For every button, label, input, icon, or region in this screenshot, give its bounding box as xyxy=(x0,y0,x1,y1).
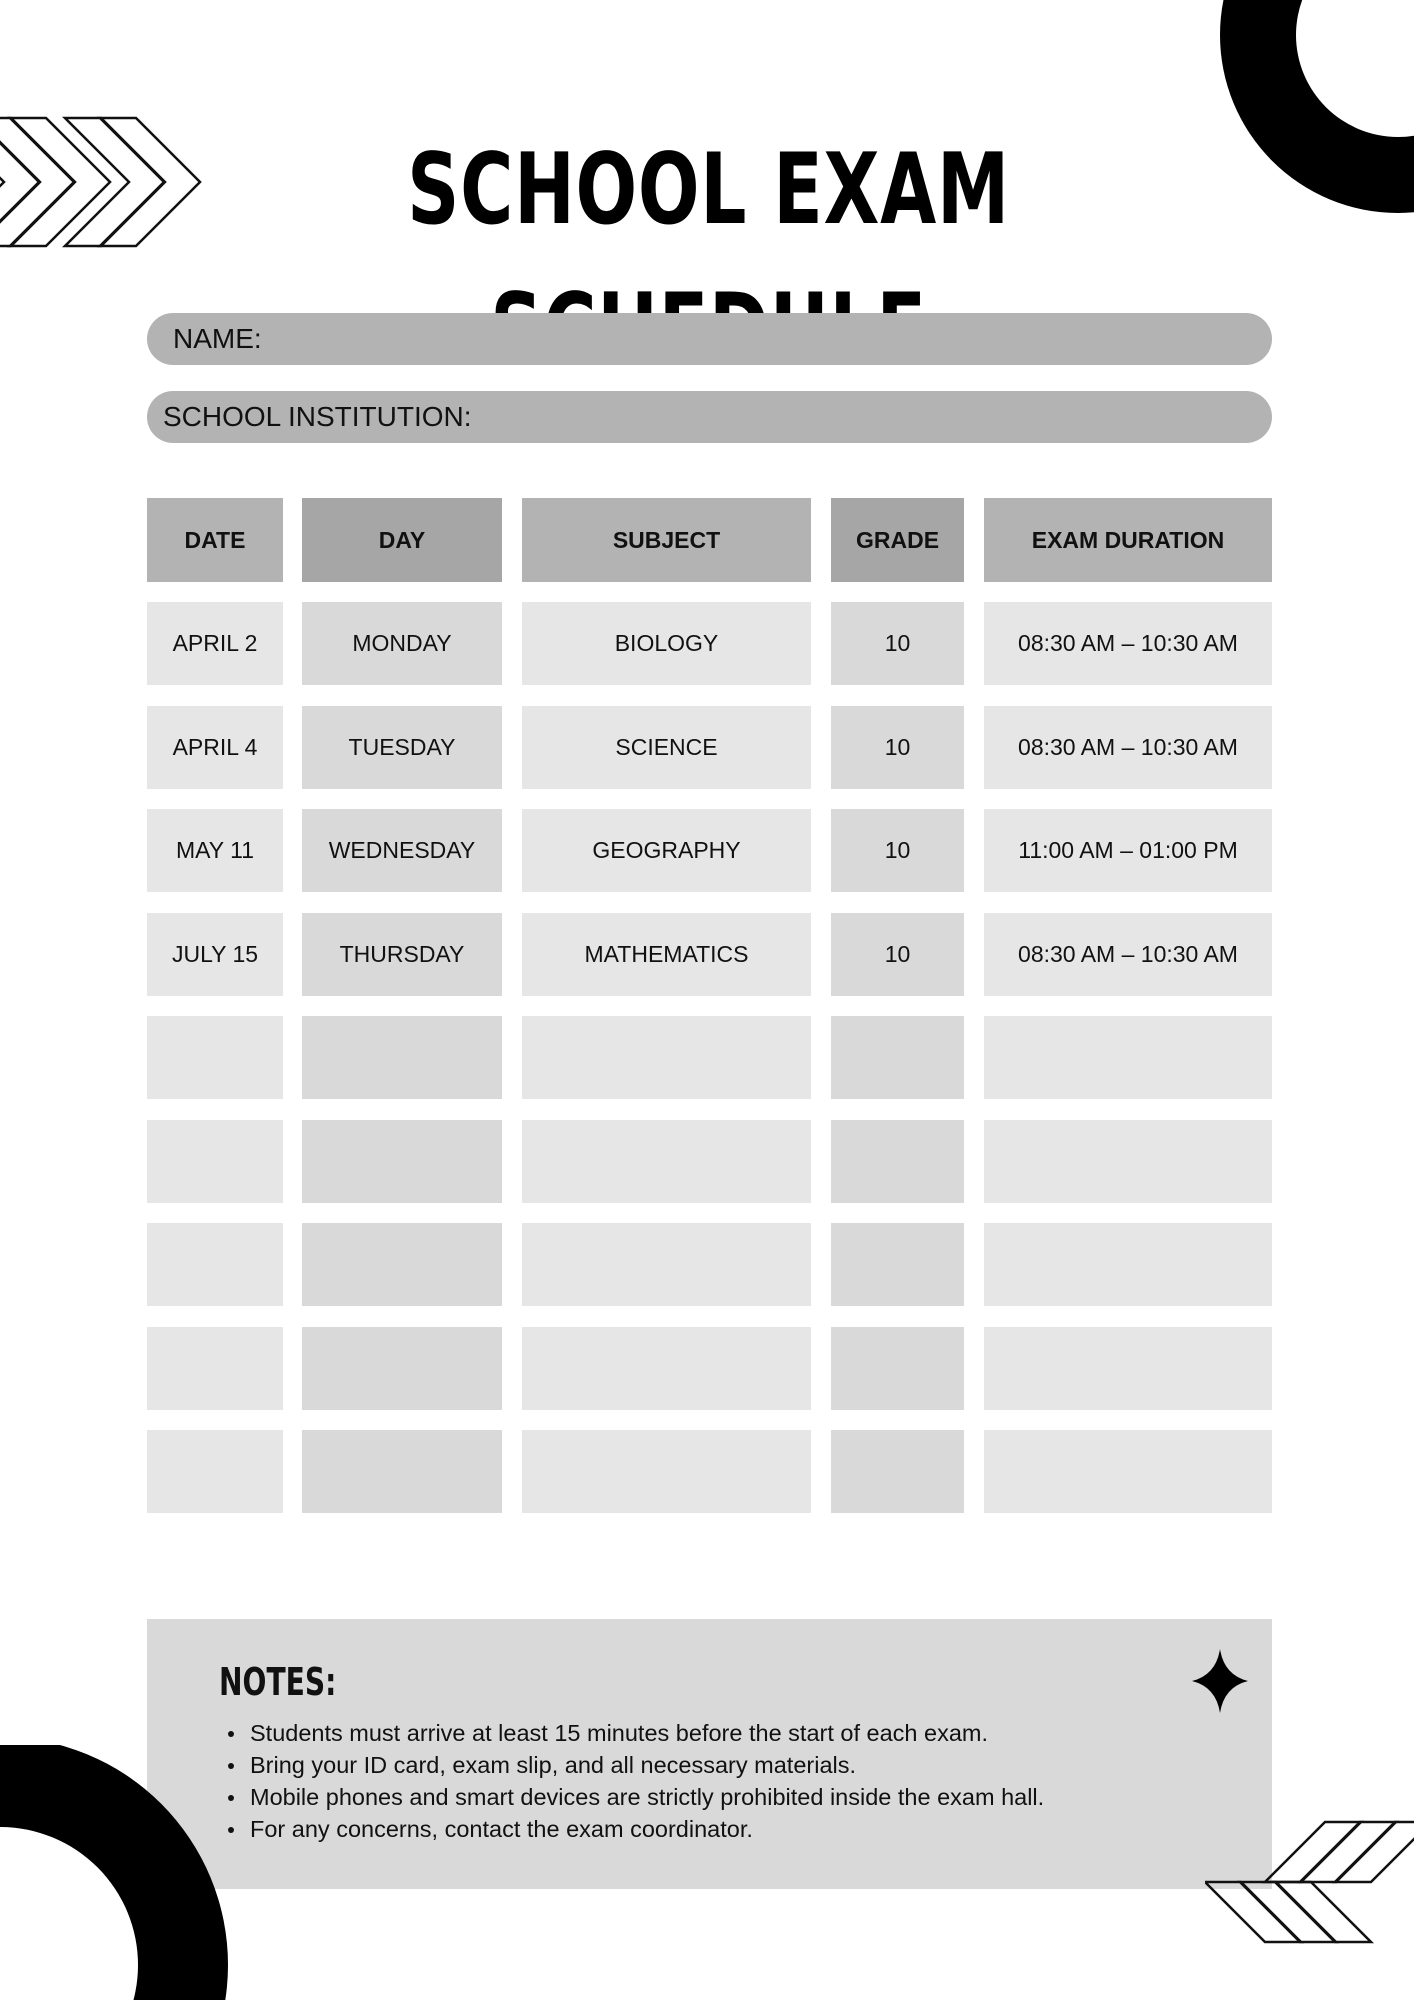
header-day: DAY xyxy=(302,498,502,582)
chevron-arrows-icon xyxy=(0,112,210,252)
cell-date: MAY 11 xyxy=(147,809,283,892)
header-date: DATE xyxy=(147,498,283,582)
note-item: Students must arrive at least 15 minutes before the start of each exam. xyxy=(224,1717,1044,1749)
name-field[interactable]: NAME: xyxy=(147,313,1272,365)
cell-grade: 10 xyxy=(831,602,964,685)
cell-duration xyxy=(984,1327,1272,1410)
cell-subject: MATHEMATICS xyxy=(522,913,811,996)
cell-subject xyxy=(522,1120,811,1203)
cell-duration: 08:30 AM – 10:30 AM xyxy=(984,913,1272,996)
cell-day: WEDNESDAY xyxy=(302,809,502,892)
cell-grade xyxy=(831,1016,964,1099)
cell-subject: GEOGRAPHY xyxy=(522,809,811,892)
cell-duration xyxy=(984,1016,1272,1099)
header-exam-duration: EXAM DURATION xyxy=(984,498,1272,582)
cell-date: APRIL 2 xyxy=(147,602,283,685)
page-title: SCHOOL EXAM xyxy=(407,133,1010,247)
cell-date xyxy=(147,1223,283,1306)
cell-day xyxy=(302,1120,502,1203)
notes-box xyxy=(147,1619,1272,1889)
cell-date: APRIL 4 xyxy=(147,706,283,789)
cell-day xyxy=(302,1327,502,1410)
cell-date: JULY 15 xyxy=(147,913,283,996)
sparkle-star-icon xyxy=(1192,1649,1248,1713)
cell-subject xyxy=(522,1223,811,1306)
notes-title: NOTES: xyxy=(219,1660,337,1704)
school-institution-field[interactable]: SCHOOL INSTITUTION: xyxy=(147,391,1272,443)
cell-grade xyxy=(831,1327,964,1410)
note-item: Mobile phones and smart devices are strictly prohibited inside the exam hall. xyxy=(224,1781,1044,1813)
cell-duration: 11:00 AM – 01:00 PM xyxy=(984,809,1272,892)
cell-day xyxy=(302,1016,502,1099)
cell-date xyxy=(147,1430,283,1513)
cell-day: TUESDAY xyxy=(302,706,502,789)
cell-subject: SCIENCE xyxy=(522,706,811,789)
cell-duration xyxy=(984,1120,1272,1203)
cell-grade: 10 xyxy=(831,809,964,892)
chevron-arrows-icon-bottom xyxy=(1205,1820,1414,1950)
cell-day: THURSDAY xyxy=(302,913,502,996)
header-grade: GRADE xyxy=(831,498,964,582)
cell-subject: BIOLOGY xyxy=(522,602,811,685)
cell-grade xyxy=(831,1223,964,1306)
cell-duration: 08:30 AM – 10:30 AM xyxy=(984,706,1272,789)
cell-day xyxy=(302,1430,502,1513)
cell-grade xyxy=(831,1430,964,1513)
cell-subject xyxy=(522,1016,811,1099)
cell-date xyxy=(147,1327,283,1410)
notes-list xyxy=(224,1717,1044,1845)
header-subject: SUBJECT xyxy=(522,498,811,582)
cell-duration: 08:30 AM – 10:30 AM xyxy=(984,602,1272,685)
cell-grade xyxy=(831,1120,964,1203)
cell-date xyxy=(147,1120,283,1203)
note-item: Bring your ID card, exam slip, and all necessary materials. xyxy=(224,1749,1044,1781)
cell-day xyxy=(302,1223,502,1306)
cell-grade: 10 xyxy=(831,706,964,789)
cell-grade: 10 xyxy=(831,913,964,996)
cell-subject xyxy=(522,1327,811,1410)
cell-duration xyxy=(984,1223,1272,1306)
cell-duration xyxy=(984,1430,1272,1513)
note-item: For any concerns, contact the exam coordinator. xyxy=(224,1813,1044,1845)
cell-day: MONDAY xyxy=(302,602,502,685)
half-ring-decoration-bottom xyxy=(0,1745,240,2000)
cell-subject xyxy=(522,1430,811,1513)
cell-date xyxy=(147,1016,283,1099)
